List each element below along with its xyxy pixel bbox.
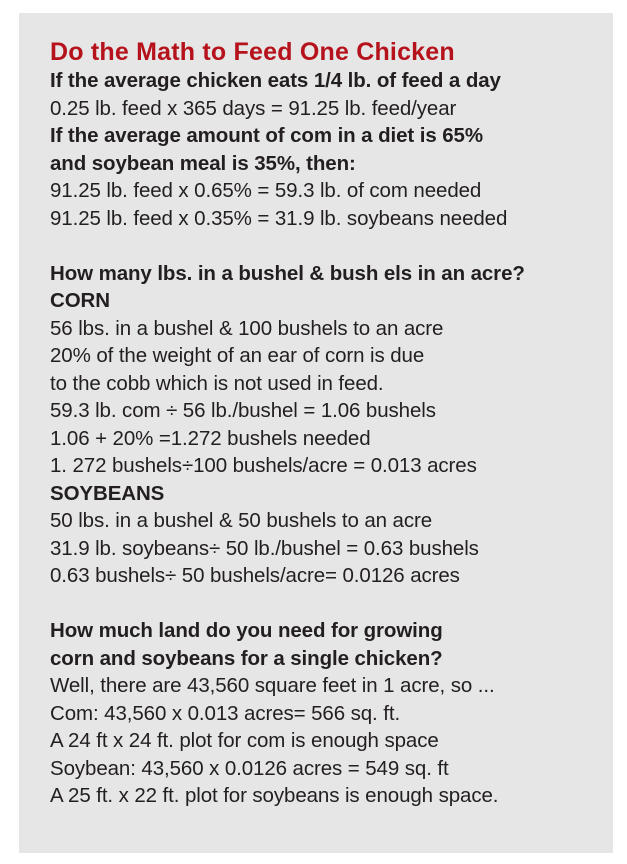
land-heading: How much land do you need for growing (50, 619, 443, 642)
corn-line: 1.06 + 20% =1.272 bushels needed (50, 426, 371, 450)
spacer (50, 590, 613, 618)
soybeans-line: 50 lbs. in a bushel & 50 bushels to an acre (50, 509, 433, 532)
land-line: Com: 43,560 x 0.013 acres= 566 sq. ft. (50, 701, 401, 725)
soybeans-label: SOYBEANS (50, 481, 165, 505)
soybeans-line: 31.9 lb. soybeans÷ 50 lb./bushel = 0.63 bushels (50, 536, 479, 560)
land-line: A 24 ft x 24 ft. plot for com is enough space (50, 729, 439, 752)
land-line: Well, there are 43,560 square feet in 1 acre, so ... (50, 674, 495, 697)
feed-line: If the average chicken eats 1/4 lb. of feed a day (50, 69, 501, 92)
bushel-heading: How many lbs. in a bushel & bush els in an acre? (50, 261, 525, 285)
feed-line: 0.25 lb. feed x 365 days = 91.25 lb. feed/year (50, 96, 457, 120)
info-panel (19, 13, 613, 853)
feed-line: 91.25 lb. feed x 0.65% = 59.3 lb. of com needed (50, 179, 482, 202)
corn-line: 20% of the weight of an ear of corn is due (50, 344, 425, 367)
land-line: A 25 ft. x 22 ft. plot for soybeans is enough space. (50, 784, 499, 807)
spacer (50, 232, 613, 260)
land-line: Soybean: 43,560 x 0.0126 acres = 549 sq. ft (50, 756, 449, 780)
corn-line: to the cobb which is not used in feed. (50, 371, 384, 395)
land-section (50, 617, 613, 810)
land-heading: corn and soybeans for a single chicken? (50, 646, 443, 670)
corn-line: 59.3 lb. com ÷ 56 lb./bushel = 1.06 bushels (50, 399, 436, 422)
feed-line: If the average amount of com in a diet is 65% (50, 124, 483, 147)
feed-line: and soybean meal is 35%, then: (50, 151, 356, 175)
soybeans-line: 0.63 bushels÷ 50 bushels/acre= 0.0126 acres (50, 564, 460, 587)
feed-line: 91.25 lb. feed x 0.35% = 31.9 lb. soybeans needed (50, 206, 508, 230)
feed-math-section (50, 67, 613, 232)
bushel-section (50, 260, 613, 590)
corn-line: 1. 272 bushels÷100 bushels/acre = 0.013 acres (50, 454, 477, 477)
corn-label: CORN (50, 289, 110, 312)
corn-line: 56 lbs. in a bushel & 100 bushels to an acre (50, 316, 444, 340)
panel-title: Do the Math to Feed One Chicken (50, 38, 455, 66)
